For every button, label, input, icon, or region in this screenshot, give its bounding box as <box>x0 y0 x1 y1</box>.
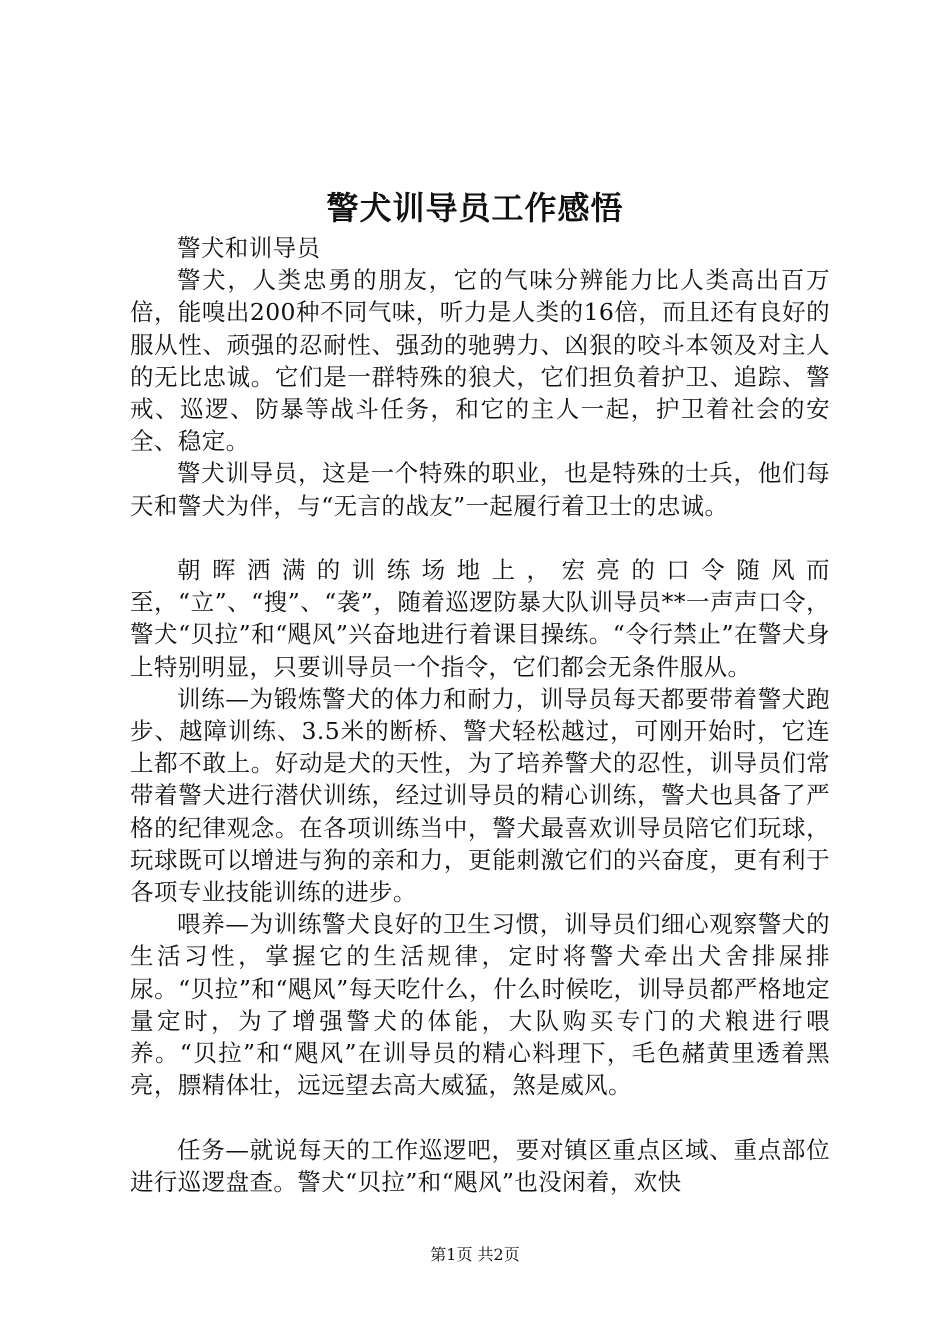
paragraph-trainer-intro: 警犬训导员，这是一个特殊的职业，也是特殊的士兵，他们每天和警犬为伴，与“无言的战友”一起履行着卫士的忠诚。 <box>130 459 830 520</box>
document-title: 警犬训导员工作感悟 <box>326 189 624 227</box>
page-footer: 第1页 共2页 <box>430 1245 520 1264</box>
paragraph-feeding: 喂养—为训练警犬良好的卫生习惯，训导员们细心观察警犬的生活习性，掌握它的生活规律，定时将警犬牵出犬舍排屎排尿。“贝拉”和“飓风”每天吃什么，什么时候吃，训导员都严格地定量定时，为了增强警犬的体能，大队购买专门的犬粮进行喂养。“贝拉”和“飓风”在训导员的精心料理下，毛色赭黄里透着黑亮，膘精体壮，远远望去高大威猛，煞是威风。 <box>130 910 830 1100</box>
paragraph-subtitle: 警犬和训导员 <box>177 234 321 262</box>
paragraph-gap <box>130 522 830 554</box>
paragraph-task: 任务—就说每天的工作巡逻吧，要对镇区重点区域、重点部位进行巡逻盘查。警犬“贝拉”和“飓风”也没闲着，欢快 <box>130 1135 830 1196</box>
paragraph-police-dog-intro: 警犬，人类忠勇的朋友，它的气味分辨能力比人类高出百万倍，能嗅出200种不同气味，听力是人类的16倍，而且还有良好的服从性、顽强的忍耐性、强劲的驰骋力、凶狠的咬斗本领及对主人的无比忠诚。它们是一群特殊的狼犬，它们担负着护卫、追踪、警戒、巡逻、防暴等战斗任务，和它的主人一起，护卫着社会的安全、稳定。 <box>130 266 830 456</box>
paragraph-gap <box>130 1101 830 1133</box>
paragraph-training: 训练—为锻炼警犬的体力和耐力，训导员每天都要带着警犬跑步、越障训练、3.5米的断桥、警犬轻松越过，可刚开始时，它连上都不敢上。好动是犬的天性，为了培养警犬的忍性，训导员们常带着警犬进行潜伏训练，经过训导员的精心训练，警犬也具备了严格的纪律观念。在各项训练当中，警犬最喜欢训导员陪它们玩球，玩球既可以增进与狗的亲和力，更能刺激它们的兴奋度，更有利于各项专业技能训练的进步。 <box>130 684 830 907</box>
document-body <box>130 232 830 1198</box>
paragraph-training-ground: 朝晖洒满的训练场地上，宏亮的口令随风而至，“立”、“搜”、“袭”，随着巡逻防暴大队训导员**一声声口令，警犬“贝拉”和“飓风”兴奋地进行着课目操练。“令行禁止”在警犬身上特别明显，只要训导员一个指令，它们都会无条件服从。 <box>130 556 830 681</box>
